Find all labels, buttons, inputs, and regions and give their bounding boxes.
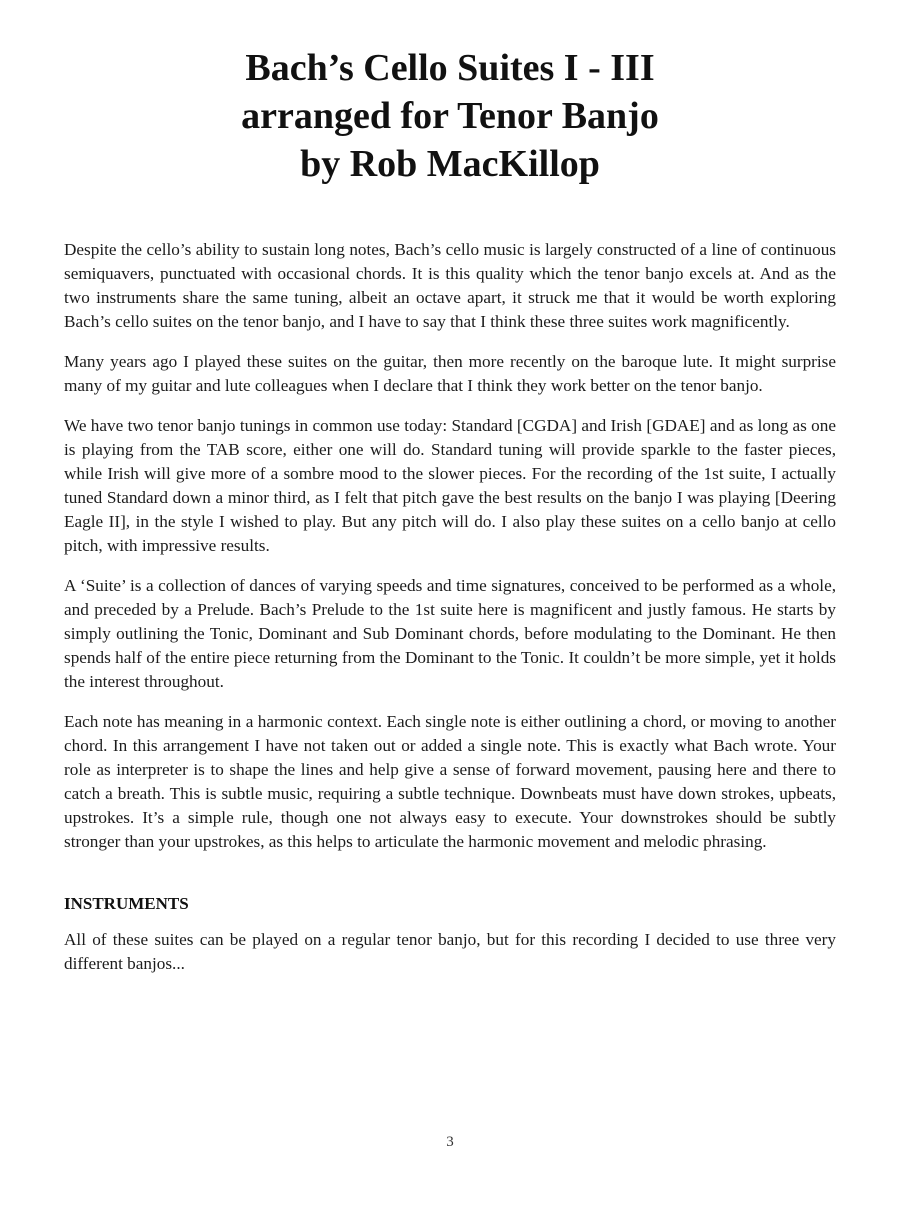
paragraph-tunings: We have two tenor banjo tunings in common use today: Standard [CGDA] and Irish [GDAE] and as long as one is playing from the TAB score, either one will do. Standard tuning will provide sparkle to the faster pieces, while Irish will give more of a sombre mood to the slower pieces. For the recording of the 1st suite, I actually tuned Standard down a minor third, as I felt that pitch gave the best results on the banjo I was playing [Deering Eagle II], in the style I wished to play. But any pitch will do. I also play these suites on a cello banjo at cello pitch, with impressive results. xyxy=(64,416,836,555)
paragraph-guitar-lute: Many years ago I played these suites on the guitar, then more recently on the baroque lute. It might surprise many of my guitar and lute colleagues when I declare that I think they work better on the tenor banjo. xyxy=(64,352,836,395)
paragraph-harmony: Each note has meaning in a harmonic context. Each single note is either outlining a chord, or moving to another chord. In this arrangement I have not taken out or added a single note. This is exactly what Bach wrote. Your role as interpreter is to shape the lines and help give a sense of forward movement, pausing here and there to catch a breath. This is subtle music, requiring a subtle technique. Downbeats must have down strokes, upbeats, upstrokes. It’s a simple rule, though one not always easy to execute. Your downstrokes should be subtly stronger than your upstrokes, as this helps to articulate the harmonic movement and melodic phrasing. xyxy=(64,712,836,851)
body-text xyxy=(64,238,836,992)
paragraph-suite: A ‘Suite’ is a collection of dances of varying speeds and time signatures, conceived to be performed as a whole, and preceded by a Prelude. Bach’s Prelude to the 1st suite here is magnificent and justly famous. He starts by simply outlining the Tonic, Dominant and Sub Dominant chords, before modulating to the Dominant. He then spends half of the entire piece returning from the Dominant to the Tonic. It couldn’t be more simple, yet it holds the interest throughout. xyxy=(64,576,836,691)
page-title xyxy=(0,44,900,188)
title-line-2: arranged for Tenor Banjo xyxy=(241,95,659,137)
title-line-3: by Rob MacKillop xyxy=(300,143,600,185)
paragraph-intro: Despite the cello’s ability to sustain long notes, Bach’s cello music is largely constructed of a line of continuous semiquavers, punctuated with occasional chords. It is this quality which the tenor banjo excels at. And as the two instruments share the same tuning, albeit an octave apart, it struck me that it would be worth exploring Bach’s cello suites on the tenor banjo, and I have to say that I think these three suites work magnificently. xyxy=(64,240,836,331)
section-heading-instruments: INSTRUMENTS xyxy=(64,894,189,913)
paragraph-instruments: All of these suites can be played on a regular tenor banjo, but for this recording I decided to use three very different banjos... xyxy=(64,930,836,973)
title-line-1: Bach’s Cello Suites I - III xyxy=(245,47,655,89)
page-number: 3 xyxy=(446,1134,454,1150)
